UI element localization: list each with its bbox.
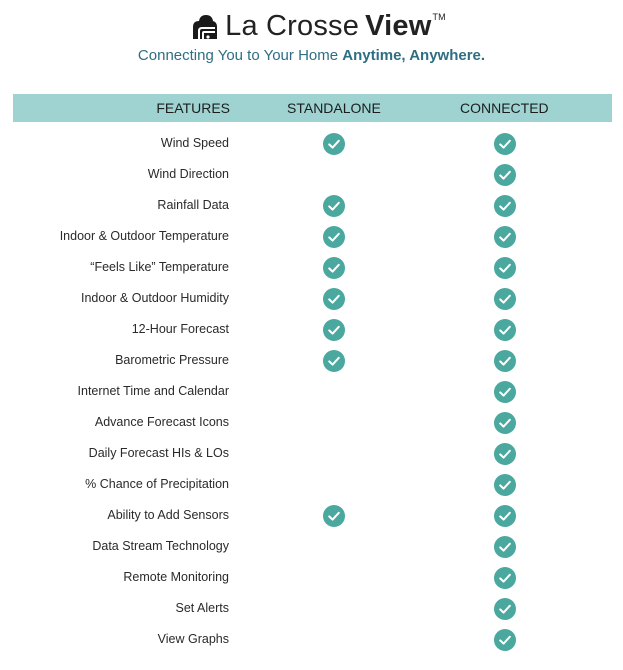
connected-check-icon <box>494 195 516 217</box>
standalone-check-icon <box>323 257 345 279</box>
connected-check-icon <box>494 350 516 372</box>
trademark: TM <box>432 11 446 22</box>
feature-label: Advance Forecast Icons <box>94 415 229 429</box>
table-row <box>0 221 623 252</box>
table-row <box>0 314 623 345</box>
standalone-check-icon <box>323 319 345 341</box>
standalone-check-icon <box>323 350 345 372</box>
feature-label: View Graphs <box>157 632 229 646</box>
table-row <box>0 159 623 190</box>
brand-name-light: La Crosse <box>225 9 360 42</box>
table-row <box>0 469 623 500</box>
connected-check-icon <box>494 629 516 651</box>
header-standalone: STANDALONE <box>287 100 381 116</box>
connected-check-icon <box>494 443 516 465</box>
table-row <box>0 128 623 159</box>
feature-label: Data Stream Technology <box>92 539 229 553</box>
tagline-prefix: Connecting You to Your Home <box>137 47 343 64</box>
tagline <box>0 47 623 64</box>
feature-label: Indoor & Outdoor Temperature <box>59 229 229 243</box>
feature-label: Remote Monitoring <box>123 570 229 584</box>
feature-label: Daily Forecast HIs & LOs <box>88 446 229 460</box>
standalone-check-icon <box>323 505 345 527</box>
table-row <box>0 252 623 283</box>
standalone-check-icon <box>323 288 345 310</box>
feature-label: Ability to Add Sensors <box>107 508 229 522</box>
feature-label: Wind Speed <box>160 136 229 150</box>
table-row <box>0 345 623 376</box>
brand-logo <box>0 6 623 46</box>
brand-name-bold: View <box>365 9 432 42</box>
connected-check-icon <box>494 598 516 620</box>
feature-label: 12-Hour Forecast <box>131 322 229 336</box>
table-header <box>13 94 612 122</box>
connected-check-icon <box>494 474 516 496</box>
connected-check-icon <box>494 505 516 527</box>
feature-label: Set Alerts <box>175 601 229 615</box>
connected-check-icon <box>494 319 516 341</box>
connected-check-icon <box>494 536 516 558</box>
table-row <box>0 593 623 624</box>
connected-check-icon <box>494 257 516 279</box>
table-row <box>0 562 623 593</box>
feature-label: Wind Direction <box>147 167 229 181</box>
header-connected: CONNECTED <box>460 100 549 116</box>
feature-label: % Chance of Precipitation <box>85 477 229 491</box>
cloud-wifi-icon <box>187 11 219 41</box>
table-row <box>0 500 623 531</box>
connected-check-icon <box>494 412 516 434</box>
connected-check-icon <box>494 133 516 155</box>
header-features: FEATURES <box>156 100 230 116</box>
feature-label: Indoor & Outdoor Humidity <box>81 291 229 305</box>
standalone-check-icon <box>323 195 345 217</box>
connected-check-icon <box>494 288 516 310</box>
table-row <box>0 438 623 469</box>
standalone-check-icon <box>323 226 345 248</box>
feature-label: Internet Time and Calendar <box>77 384 229 398</box>
feature-label: Rainfall Data <box>157 198 229 212</box>
connected-check-icon <box>494 164 516 186</box>
feature-label: Barometric Pressure <box>115 353 229 367</box>
tagline-highlight: Anytime, Anywhere. <box>342 47 486 64</box>
feature-label: “Feels Like” Temperature <box>90 260 229 274</box>
standalone-check-icon <box>323 133 345 155</box>
table-row <box>0 407 623 438</box>
table-row <box>0 531 623 562</box>
table-row <box>0 190 623 221</box>
table-row <box>0 624 623 655</box>
feature-table <box>0 128 623 655</box>
connected-check-icon <box>494 567 516 589</box>
table-row <box>0 283 623 314</box>
connected-check-icon <box>494 381 516 403</box>
connected-check-icon <box>494 226 516 248</box>
table-row <box>0 376 623 407</box>
